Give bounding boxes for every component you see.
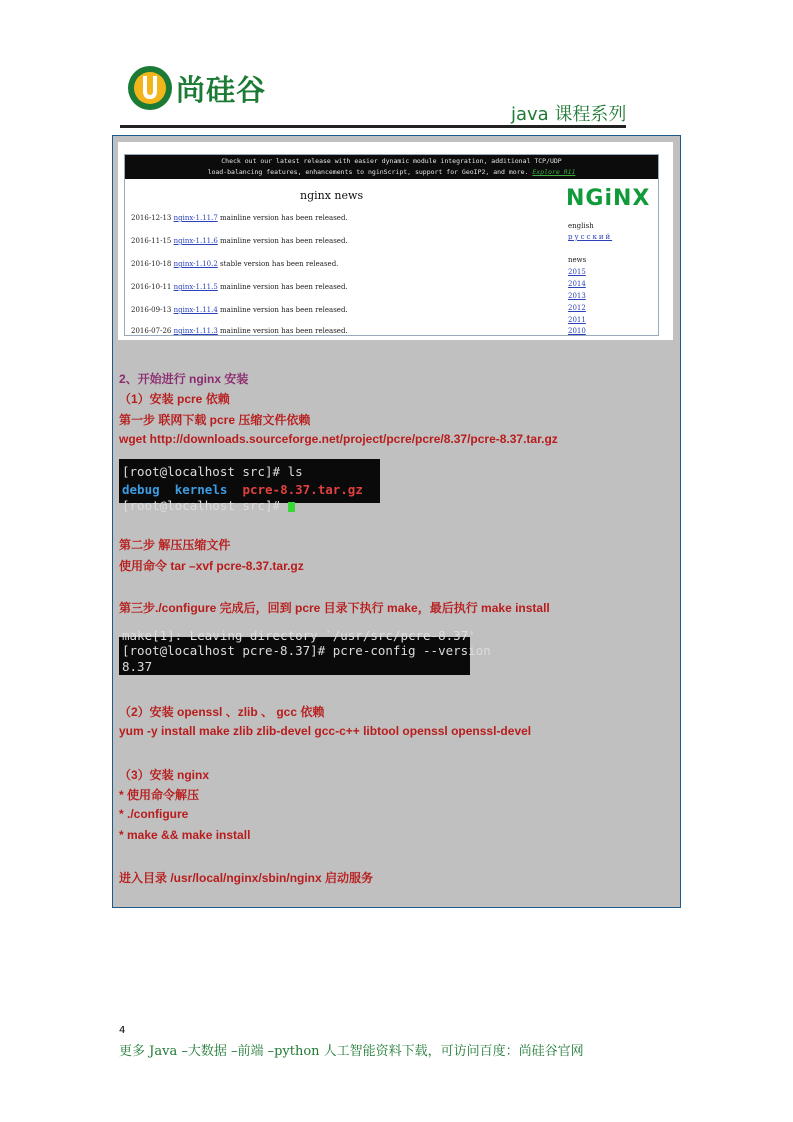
terminal-pcre-version	[119, 628, 491, 675]
nginx-website-screenshot	[118, 142, 673, 340]
section-heading: 2、开始进行 nginx 安装	[119, 372, 249, 386]
news-version-link[interactable]: nginx-1.11.6	[173, 237, 218, 245]
header-divider	[120, 125, 626, 128]
year-link[interactable]: 2010	[568, 327, 586, 335]
nginx-logo[interactable]: NGiNX	[566, 186, 651, 211]
terminal-partial-line: make[1]: Leaving directory `/usr/src/pcre-8.37'	[122, 628, 476, 643]
lang-russian-link[interactable]: русский	[568, 233, 613, 241]
terminal-partial-line	[122, 498, 295, 513]
banner-link[interactable]: Explore R11	[532, 168, 576, 176]
news-text: mainline version has been released.	[220, 214, 348, 222]
year-link[interactable]: 2011	[568, 316, 586, 324]
news-version-link[interactable]: nginx-1.11.7	[173, 214, 218, 222]
news-label: news	[568, 256, 587, 264]
banner-line-2-text: load-balancing features, enhancements to nginScript, support for GeoIP2, and more.	[207, 168, 529, 176]
news-version-link[interactable]: nginx-1.11.4	[173, 306, 218, 314]
nginx-heading: （3）安装 nginx	[119, 768, 210, 782]
news-item	[131, 306, 348, 314]
lang-english: english	[568, 222, 594, 230]
news-item	[131, 214, 348, 222]
banner-line-2	[125, 167, 658, 178]
year-link[interactable]: 2012	[568, 304, 586, 312]
openssl-heading: （2）安装 openssl 、zlib 、 gcc 依赖	[119, 705, 325, 719]
step-one: 第一步 联网下载 pcre 压缩文件依赖	[119, 413, 311, 427]
nginx-news-title: nginx news	[300, 189, 364, 202]
bullet-configure: * ./configure	[119, 807, 189, 821]
terminal-ls	[119, 459, 380, 513]
news-date: 2016-11-15	[131, 237, 172, 245]
start-service: 进入目录 /usr/local/nginx/sbin/nginx 启动服务	[119, 871, 374, 885]
terminal-cursor	[288, 502, 295, 512]
year-link[interactable]: 2015	[568, 268, 586, 276]
bullet-make: * make && make install	[119, 828, 251, 842]
footer-text: 更多 Java –大数据 –前端 –python 人工智能资料下载，可访问百度：尚硅谷官网	[119, 1044, 584, 1059]
year-link[interactable]: 2014	[568, 280, 586, 288]
terminal-listing	[122, 482, 363, 497]
news-version-link[interactable]: nginx-1.10.2	[173, 260, 218, 268]
news-date: 2016-09-13	[131, 306, 172, 314]
pcre-heading: （1）安装 pcre 依赖	[119, 392, 230, 406]
news-date: 2016-10-18	[131, 260, 172, 268]
news-date: 2016-07-26	[131, 327, 172, 335]
news-item	[131, 283, 348, 291]
tar-command: 使用命令 tar –xvf pcre-8.37.tar.gz	[119, 559, 304, 573]
bullet-unpack: * 使用命令解压	[119, 788, 200, 802]
news-text: stable version has been released.	[220, 260, 339, 268]
terminal-prompt: [root@localhost pcre-8.37]# pcre-config --version	[122, 643, 491, 658]
news-date: 2016-10-11	[131, 283, 172, 291]
news-text: mainline version has been released.	[220, 327, 348, 335]
year-link[interactable]: 2013	[568, 292, 586, 300]
news-item	[131, 260, 338, 268]
terminal-prompt: [root@localhost src]# ls	[122, 464, 303, 479]
banner-line-1: Check out our latest release with easier dynamic module integration, additional TCP/UDP	[221, 157, 562, 165]
nginx-page-frame	[124, 154, 659, 336]
terminal-output: 8.37	[122, 659, 153, 674]
dir-debug: debug	[122, 482, 160, 497]
news-version-link[interactable]: nginx-1.11.3	[173, 327, 218, 335]
file-pcre-archive: pcre-8.37.tar.gz	[242, 482, 363, 497]
wget-command: wget http://downloads.sourceforge.net/project/pcre/pcre/8.37/pcre-8.37.tar.gz	[119, 432, 558, 446]
news-item	[131, 237, 348, 245]
course-series-label: java 课程系列	[511, 104, 627, 125]
news-text: mainline version has been released.	[220, 306, 348, 314]
brand-logo	[126, 62, 266, 114]
logo-text: 尚硅谷	[176, 72, 267, 107]
terminal-partial-prompt: [root@localhost src]#	[122, 498, 288, 513]
step-three: 第三步./configure 完成后，回到 pcre 目录下执行 make，最后执行 make install	[119, 601, 550, 615]
news-text: mainline version has been released.	[220, 237, 348, 245]
news-date: 2016-12-13	[131, 214, 172, 222]
news-item	[131, 327, 348, 335]
logo-u-icon	[126, 64, 174, 112]
yum-command: yum -y install make zlib zlib-devel gcc-c++ libtool openssl openssl-devel	[119, 724, 532, 738]
news-text: mainline version has been released.	[220, 283, 348, 291]
news-version-link[interactable]: nginx-1.11.5	[173, 283, 218, 291]
step-two: 第二步 解压压缩文件	[119, 538, 231, 552]
page-number: 4	[119, 1025, 126, 1036]
dir-kernels: kernels	[174, 482, 228, 497]
nginx-banner	[125, 155, 658, 179]
